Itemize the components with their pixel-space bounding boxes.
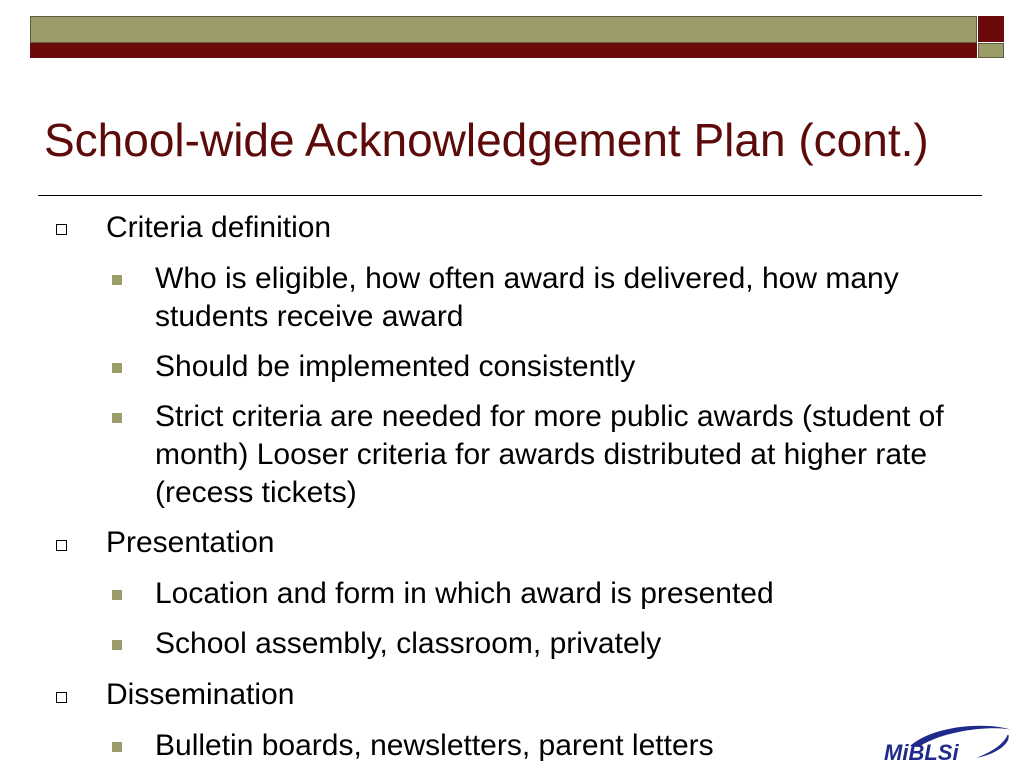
bullet-criteria-definition: Criteria definition (106, 211, 332, 244)
sub-bullet-location-form: Location and form in which award is presented (155, 577, 774, 610)
sub-bullet-consistency: Should be implemented consistently (155, 350, 636, 383)
slide-title: School-wide Acknowledgement Plan (cont.) (44, 114, 929, 166)
hollow-square-bullet-icon (56, 692, 67, 703)
hollow-square-bullet-icon (56, 224, 67, 235)
filled-square-bullet-icon (112, 413, 122, 423)
filled-square-bullet-icon (112, 640, 122, 650)
logo-text: MiBLSi (884, 740, 959, 764)
filled-square-bullet-icon (112, 590, 122, 600)
bullet-dissemination: Dissemination (106, 678, 295, 711)
sub-bullet-eligibility: Who is eligible, how often award is delivered, how many students receive award (155, 262, 899, 333)
filled-square-bullet-icon (112, 275, 122, 285)
filled-square-bullet-icon (112, 363, 122, 373)
sub-bullet-assembly: School assembly, classroom, privately (155, 627, 662, 660)
sub-bullet-bulletin-boards: Bulletin boards, newsletters, parent letters (155, 729, 714, 762)
miblsi-logo-icon (880, 720, 1020, 764)
bullet-presentation: Presentation (106, 526, 275, 559)
hollow-square-bullet-icon (56, 540, 67, 551)
filled-square-bullet-icon (112, 742, 122, 752)
sub-bullet-strict-criteria: Strict criteria are needed for more public awards (student of month) Looser criteria for awards distributed at higher rate (recess tickets) (155, 400, 944, 509)
